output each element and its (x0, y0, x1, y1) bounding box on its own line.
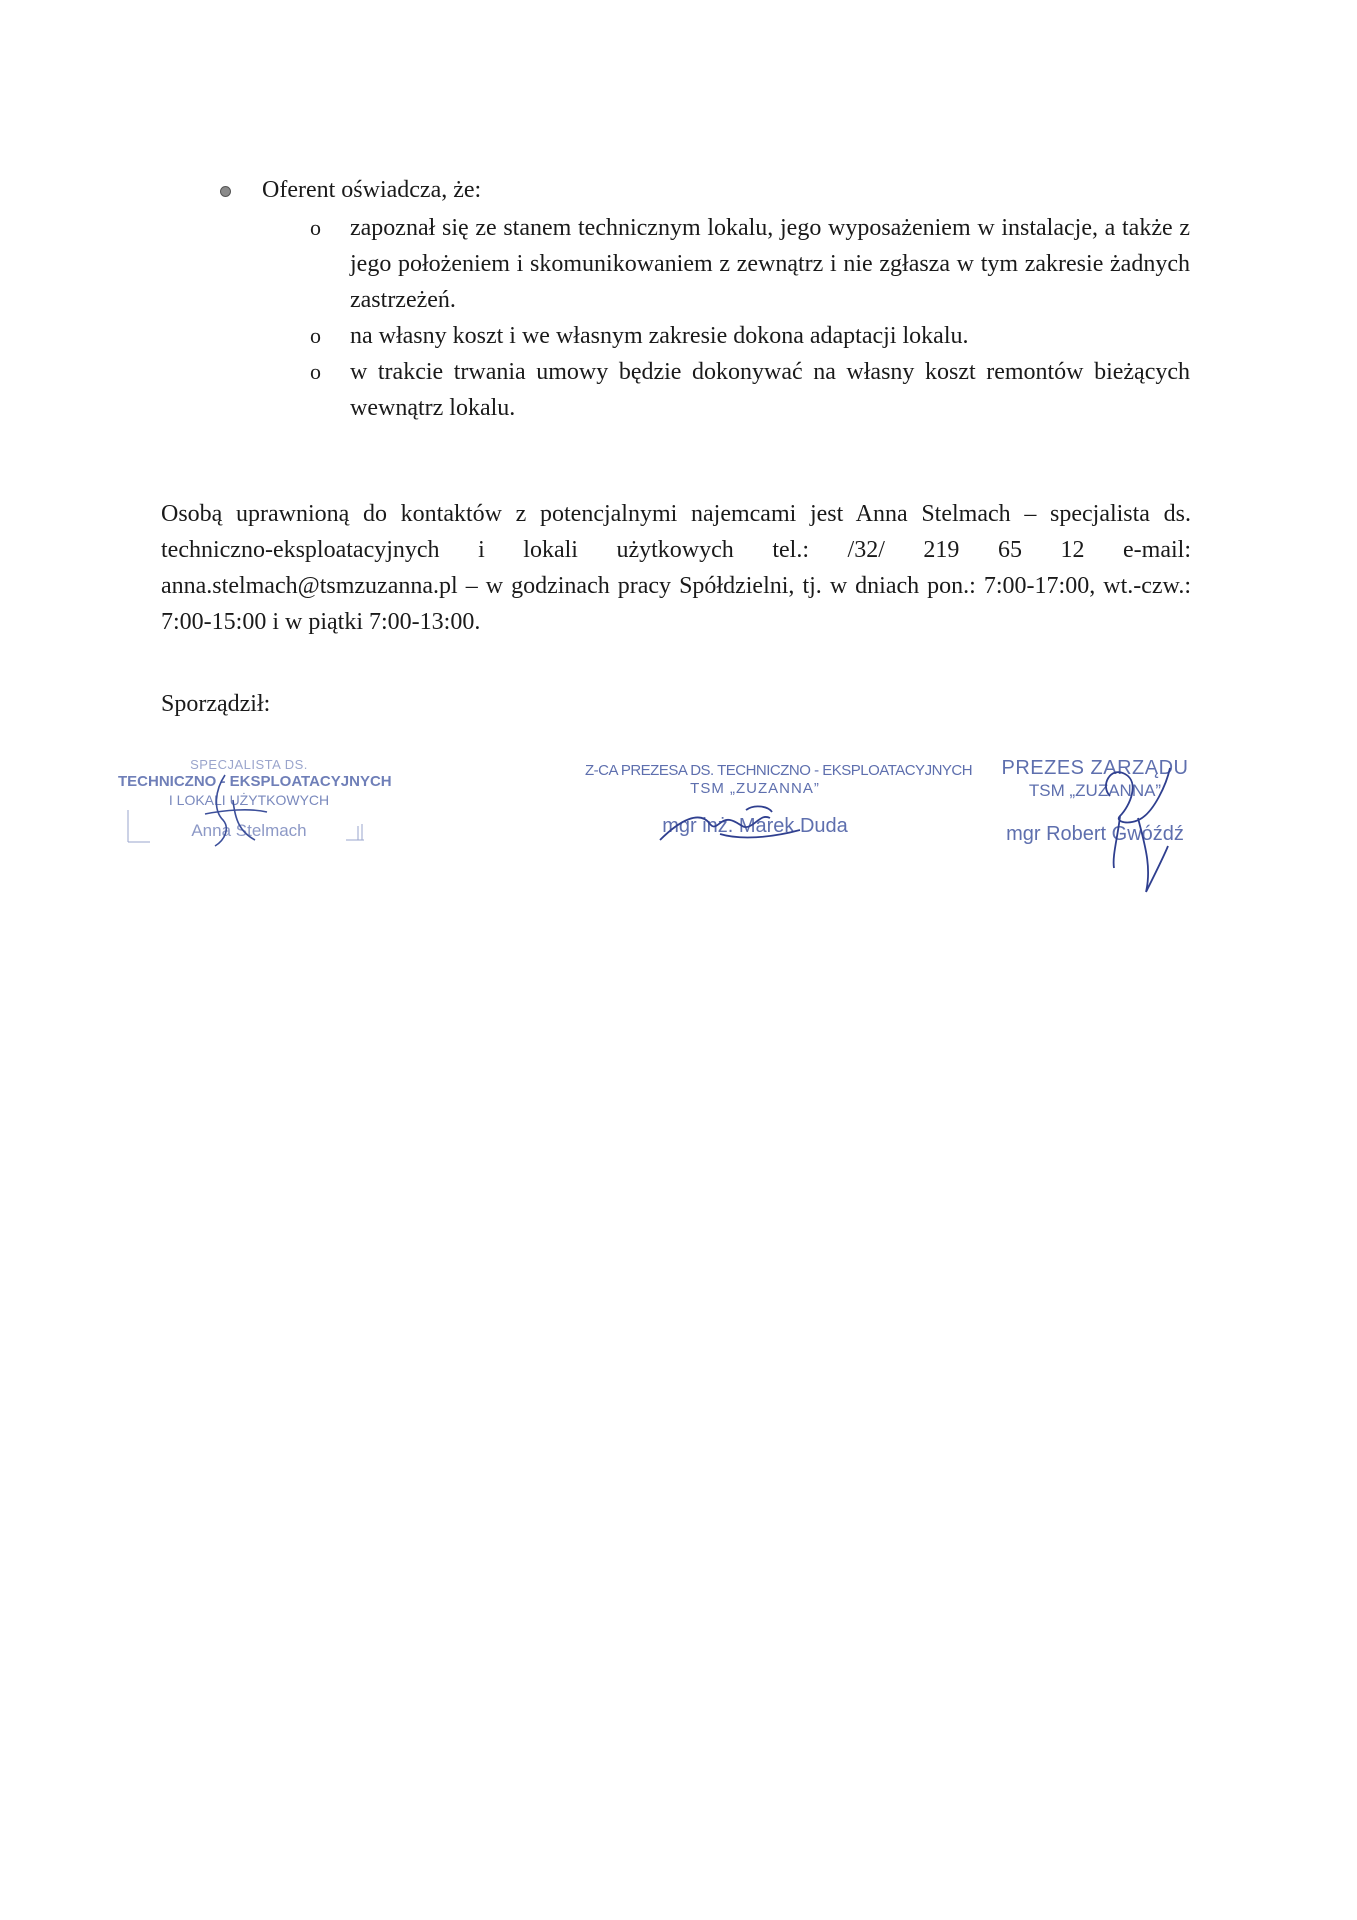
main-bullet-text: Oferent oświadcza, że: (262, 177, 482, 203)
stamp-line: TSM „ZUZANNA” (690, 780, 820, 797)
sub-list-item (310, 318, 1190, 354)
stamp-name: Anna Stelmach (191, 821, 307, 840)
signature-marek-duda (650, 800, 810, 860)
sub-list-item (310, 210, 1190, 318)
contact-paragraph: Osobą uprawnioną do kontaktów z potencjalnymi najemcami jest Anna Stelmach – specjalista ds. techniczno-eksploatacyjnych i lokali użytkowych tel.: /32/ 219 65 12 e-mail: anna.stelmach@tsmzuzanna.pl – w godzinach pracy Spółdzielni, tj. w dniach pon.: 7:00-17:00, wt.-czw.: 7:00-15:00 i w piątki 7:00-13:00. (161, 501, 1191, 635)
stamp-border-mark (344, 822, 366, 842)
sub-list (310, 210, 1190, 426)
stamp-name: mgr inż. Marek Duda (662, 815, 848, 837)
signature-anna-stelmach (195, 770, 285, 850)
stamp-name: mgr Robert Gwóźdź (1006, 823, 1184, 845)
stamp-line: I LOKALI UŻYTKOWYCH (168, 792, 330, 808)
prepared-by-label: Sporządził: (161, 691, 271, 717)
sub-list-item (310, 354, 1190, 426)
sub-item-text: na własny koszt i we własnym zakresie dokona adaptacji lokalu. (350, 323, 969, 349)
sub-item-text: zapoznał się ze stanem technicznym lokalu, jego wyposażeniem w instalacje, a także z jego położeniem i skomunikowaniem z zewnątrz i nie zgłasza w tym zakresie żadnych zastrzeżeń. (350, 215, 1190, 313)
stamp-line: TECHNICZNO - EKSPLOATACYJNYCH (118, 773, 392, 790)
stamp-line: Z-CA PREZESA DS. TECHNICZNO - EKSPLOATACYJNYCH (585, 762, 973, 779)
bullet-icon (220, 186, 231, 197)
sub-item-text: w trakcie trwania umowy będzie dokonywać na własny koszt remontów bieżących wewnątrz lokalu. (350, 359, 1190, 421)
stamp-line: PREZES ZARZĄDU (1001, 757, 1189, 779)
circle-marker-icon: o (310, 323, 321, 348)
stamp-line: TSM „ZUZANNA” (1028, 781, 1162, 800)
stamp-border-mark (122, 808, 152, 844)
signature-robert-gwozdz (1080, 756, 1190, 896)
circle-marker-icon: o (310, 359, 321, 384)
stamp-line: SPECJALISTA DS. (190, 757, 308, 772)
circle-marker-icon: o (310, 215, 321, 240)
